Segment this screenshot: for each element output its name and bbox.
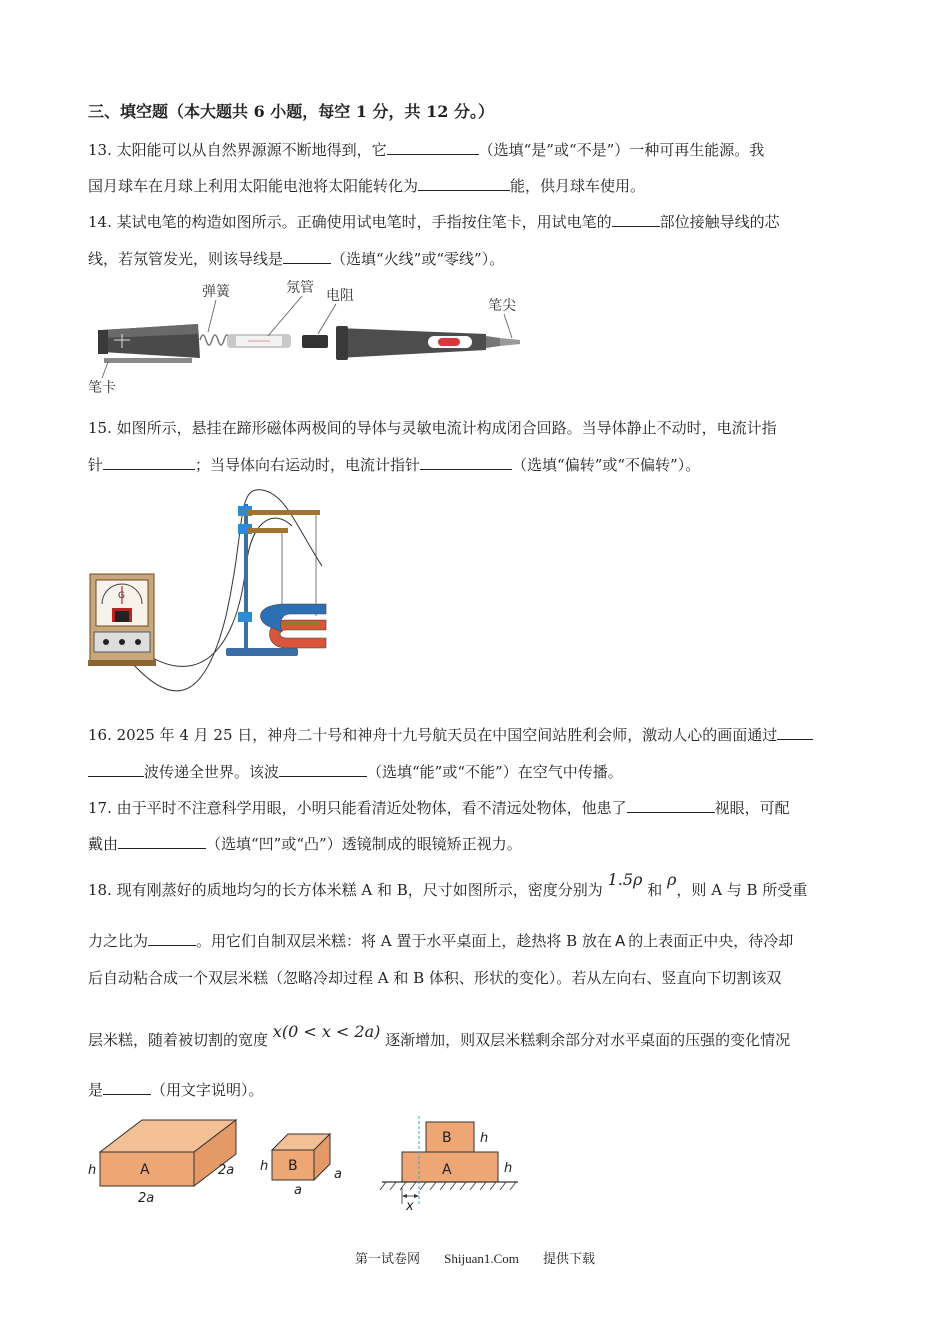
neon-tube-icon — [228, 335, 290, 347]
block-a-label: A — [140, 1162, 150, 1178]
q18-text-e: A — [614, 932, 626, 950]
question-16-line-2 — [88, 762, 623, 782]
rice-cake-figure — [86, 1112, 526, 1216]
question-18-line-3: 后自动粘合成一个双层米糕（忽略冷却过程 A 和 B 体积、形状的变化）。若从左向右、竖直向下切割该双 — [88, 969, 782, 987]
question-16-line-1 — [88, 725, 813, 745]
q18-text-f: 的上表面正中央，待冷却 — [628, 932, 794, 950]
footer-download-text: 提供下载 — [543, 1252, 596, 1267]
question-17-line-2 — [88, 834, 522, 854]
q18-text-h: 逐渐增加，则双层米糕剩余部分对水平桌面的压强的变化情况 — [385, 1031, 791, 1049]
block-a-height: h — [88, 1163, 97, 1178]
answer-blank[interactable] — [103, 455, 195, 470]
answer-blank[interactable] — [118, 834, 206, 849]
spring-icon — [200, 335, 230, 345]
answer-blank[interactable] — [777, 725, 813, 740]
q18-text-c: 力之比为 — [88, 932, 149, 950]
stacked-cake-icon — [380, 1116, 518, 1214]
answer-blank[interactable] — [627, 798, 715, 813]
block-a-depth: 2a — [218, 1163, 235, 1178]
cut-width-range: x(0 < x < 2a) — [272, 1022, 381, 1041]
q16-text-a: 16. 2025 年 4 月 25 日，神舟二十号和神舟十九号航天员在中国空间站胜利会师，激动人心的画面通过 — [88, 726, 778, 744]
meter-label: G — [118, 591, 125, 601]
q14-text-c: 线，若氖管发光，则该导线是 — [88, 250, 284, 268]
question-18-line-1 — [88, 870, 808, 900]
stacked-a-height: h — [504, 1161, 513, 1176]
q13-text-d: 能，供月球车使用。 — [510, 177, 646, 195]
question-15-line-1: 15. 如图所示，悬挂在蹄形磁体两极间的导体与灵敏电流计构成闭合回路。当导体静止不动时，电流计指 — [88, 419, 777, 437]
answer-blank[interactable] — [103, 1080, 151, 1095]
resistor-label: 电阻 — [326, 288, 354, 304]
question-17-line-1 — [88, 798, 790, 818]
question-18-line-5 — [88, 1080, 264, 1100]
stacked-a-label: A — [442, 1162, 452, 1178]
q17-text-a: 17. 由于平时不注意科学用眼，小明只能看清近处物体，看不清远处物体，他患了 — [88, 799, 627, 817]
question-13-line-2 — [88, 176, 645, 196]
section-title: 三、填空题（本大题共 6 小题，每空 1 分，共 12 分。） — [88, 102, 494, 121]
footer-site-name: 第一试卷网 — [354, 1252, 420, 1267]
galvanometer-magnet-figure — [86, 486, 336, 700]
horseshoe-magnet-icon — [261, 604, 326, 648]
block-b-label: B — [288, 1158, 298, 1174]
question-13-line-1 — [88, 140, 764, 160]
q16-text-c: （选填“能”或“不能”）在空气中传播。 — [367, 763, 623, 781]
q14-text-a: 14. 某试电笔的构造如图所示。正确使用试电笔时，手指按住笔卡，用试电笔的 — [88, 213, 612, 231]
stacked-b-label: B — [442, 1130, 452, 1146]
block-b-width: a — [294, 1183, 302, 1198]
q14-text-b: 部位接触导线的芯 — [659, 213, 780, 231]
stacked-b-height: h — [480, 1131, 489, 1146]
pen-cap — [98, 324, 200, 363]
density-b: ρ — [667, 870, 677, 889]
cut-width-label: x — [406, 1199, 414, 1214]
pen-body — [336, 326, 520, 360]
answer-blank[interactable] — [283, 249, 331, 264]
resistor-icon — [302, 335, 328, 348]
q15-text-b: ；当导体向右运动时，电流计指针 — [195, 456, 421, 474]
question-18-line-4 — [88, 1022, 791, 1050]
q17-text-d: （选填“凹”或“凸”）透镜制成的眼镜矫正视力。 — [206, 835, 522, 853]
q18-text-j: （用文字说明）。 — [151, 1081, 264, 1099]
question-18-line-2 — [88, 931, 793, 951]
answer-blank[interactable] — [279, 762, 367, 777]
test-pen-figure — [88, 278, 528, 400]
q16-text-b: 波传递全世界。该波 — [144, 763, 280, 781]
question-15-line-2 — [88, 455, 700, 475]
answer-blank[interactable] — [387, 140, 479, 155]
block-a-icon — [88, 1120, 236, 1206]
density-a: 1.5ρ — [607, 870, 643, 889]
answer-blank[interactable] — [418, 176, 510, 191]
answer-blank[interactable] — [612, 212, 660, 227]
q18-text-i: 是 — [88, 1081, 104, 1099]
block-b-height: h — [260, 1159, 269, 1174]
pen-clip-label: 笔卡 — [88, 380, 116, 396]
page-footer — [0, 1248, 950, 1267]
galvanometer-icon — [88, 574, 156, 666]
q18-and: 和 — [647, 881, 663, 899]
q18-text-d: 。用它们自制双层米糕：将 A 置于水平桌面上，趁热将 B 放在 — [196, 932, 612, 950]
block-b-icon — [260, 1134, 342, 1198]
q17-text-c: 戴由 — [88, 835, 119, 853]
answer-blank-continued[interactable] — [88, 762, 144, 777]
q17-text-b: 视眼，可配 — [714, 799, 790, 817]
q18-text-b: ，则 A 与 B 所受重 — [676, 881, 808, 899]
question-14-line-1 — [88, 212, 780, 232]
q18-text-g: 层米糕，随着被切割的宽度 — [88, 1031, 269, 1049]
neon-tube-label: 氖管 — [286, 280, 314, 296]
q14-text-d: （选填“火线”或“零线”）。 — [331, 250, 505, 268]
q18-text-a: 18. 现有刚蒸好的质地均匀的长方体米糕 A 和 B，尺寸如图所示，密度分别为 — [88, 881, 603, 899]
q15-text-c: （选填“偏转”或“不偏转”）。 — [512, 456, 701, 474]
spring-label: 弹簧 — [202, 284, 230, 300]
q13-text-a: 13. 太阳能可以从自然界源源不断地得到，它 — [88, 141, 387, 159]
q13-text-b: （选填“是”或“不是”）一种可再生能源。我 — [478, 141, 765, 159]
question-14-line-2 — [88, 249, 504, 269]
block-a-width: 2a — [138, 1191, 155, 1206]
block-b-depth: a — [334, 1167, 342, 1182]
answer-blank[interactable] — [148, 931, 196, 946]
q15-text-a: 针 — [88, 456, 104, 474]
q13-text-c: 国月球车在月球上利用太阳能电池将太阳能转化为 — [88, 177, 419, 195]
answer-blank[interactable] — [420, 455, 512, 470]
footer-site-domain[interactable]: Shijuan1.Com — [444, 1251, 519, 1266]
pen-tip-label: 笔尖 — [488, 298, 516, 314]
